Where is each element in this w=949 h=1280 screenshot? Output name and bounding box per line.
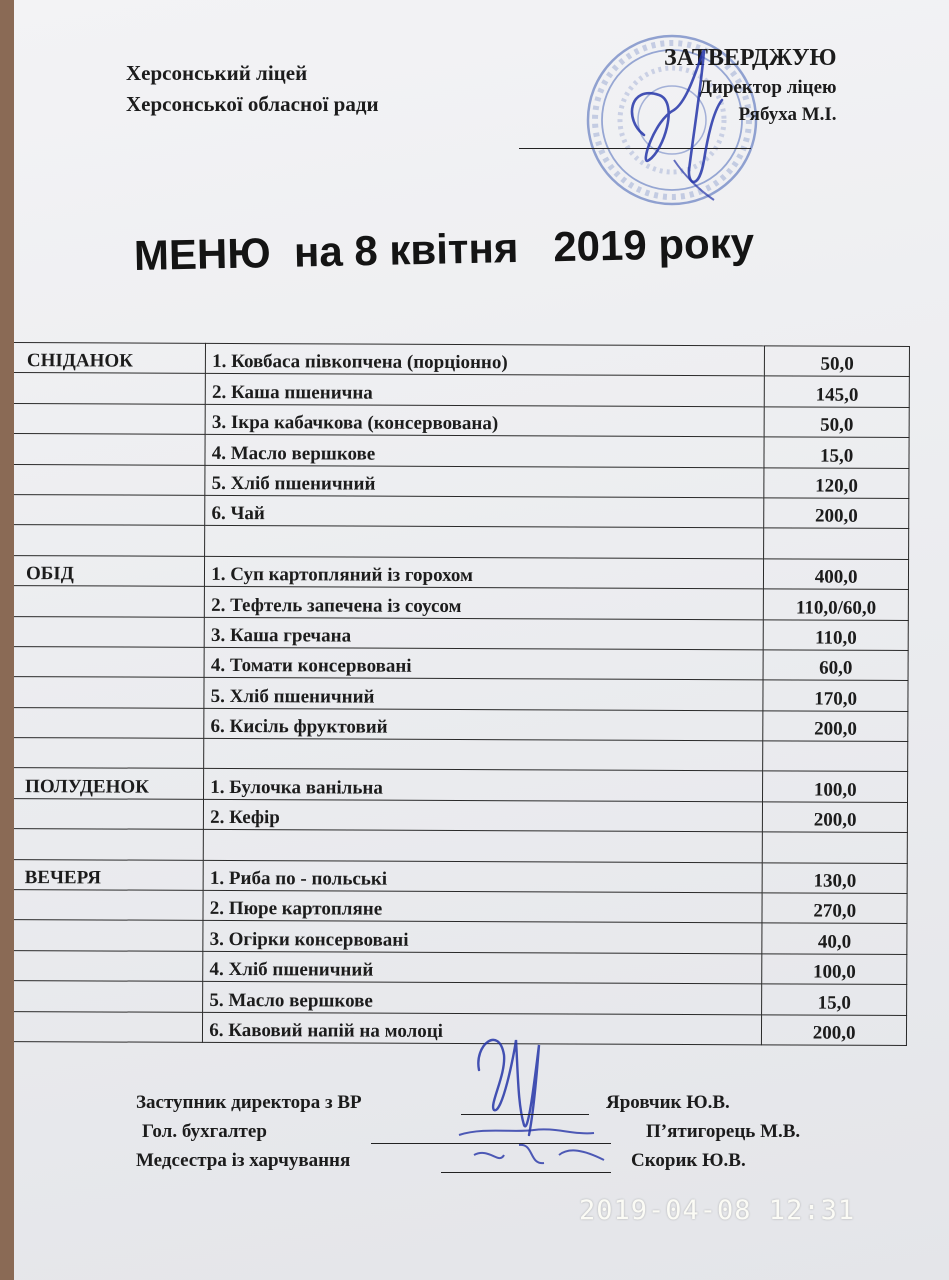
menu-row [14,920,907,954]
menu-dish-cell-text: 6. Кисіль фруктовий [210,716,388,738]
menu-portion-cell-text: 130,0 [813,870,857,892]
menu-row [14,950,907,984]
menu-row [14,859,907,893]
photo-timestamp: 2019-04-08 12:31 [579,1195,856,1226]
menu-dish-cell [205,435,764,468]
menu-portion-cell-text: 40,0 [817,931,852,953]
menu-meal-cell [14,646,204,677]
menu-dish-cell-text: 6. Кавовий напій на молоці [209,1019,444,1042]
menu-row [14,677,908,711]
menu-portion-cell [764,619,909,650]
menu-dish-cell [204,647,763,680]
menu-portion-cell [762,954,907,985]
menu-dish-cell-text: 4. Масло вершкове [211,442,376,465]
menu-portion-cell-text: 120,0 [815,475,858,497]
menu-row [14,555,909,589]
menu-dish-cell-text: 2. Каша пшенична [211,381,373,404]
menu-meal-cell [14,829,204,860]
menu-meal-cell [14,494,205,525]
document-title: МЕНЮ на 8 квітня 2019 року [133,219,755,279]
menu-dish-cell [204,769,763,802]
menu-portion-cell [764,589,909,620]
menu-row [14,343,909,377]
menu-portion-cell [763,680,908,711]
accountant-label: Гол. бухгалтер [142,1121,267,1142]
menu-dish-cell [204,738,763,771]
menu-portion-cell [764,467,909,498]
menu-portion-cell-text: 15,0 [817,992,851,1014]
menu-row [14,464,909,498]
menu-portion-cell [764,407,909,438]
menu-portion-cell-text: 50,0 [820,414,854,436]
menu-dish-cell [204,617,763,650]
menu-portion-cell-text: 100,0 [813,961,856,983]
menu-meal-cell [14,616,205,647]
menu-dish-cell [205,404,764,437]
menu-dish-cell [206,343,765,376]
menu-dish-cell [205,495,764,528]
nurse-name: Скорик Ю.В. [631,1150,746,1171]
approval-position: Директор ліцею [698,77,837,98]
menu-meal-cell-text: ПОЛУДЕНОК [25,775,149,798]
menu-dish-cell [204,708,763,741]
menu-dish-cell-text: 1. Ковбаса півкопчена (порціонно) [212,351,508,374]
menu-dish-cell-text: 1. Булочка ванільна [210,776,383,799]
menu-dish-cell [205,526,764,559]
menu-dish-cell-text: 5. Масло вершкове [209,989,373,1012]
menu-row [14,586,908,620]
menu-meal-cell-text: ОБІД [25,563,74,585]
accountant-signature-line [371,1143,611,1144]
menu-row [14,434,909,468]
menu-dish-cell [205,465,764,498]
menu-dish-cell-text: 5. Хліб пшеничний [211,472,376,495]
menu-row [14,403,909,437]
menu-row [14,890,907,924]
menu-portion-cell [763,741,908,772]
menu-meal-cell [14,343,206,374]
menu-dish-cell [203,921,762,954]
menu-row [14,616,908,650]
menu-dish-cell [204,678,763,711]
menu-dish-cell [203,951,762,984]
menu-dish-cell [205,374,764,407]
menu-meal-cell [14,859,203,890]
menu-portion-cell [762,1014,907,1045]
menu-meal-cell-text: ВЕЧЕРЯ [24,867,102,889]
menu-meal-cell [14,950,203,981]
menu-table [14,342,910,1046]
menu-portion-cell [765,346,910,377]
menu-dish-cell [205,587,764,620]
menu-dish-cell-text: 4. Томати консервовані [210,655,412,678]
menu-meal-cell [14,920,203,951]
menu-portion-cell-text: 270,0 [813,900,857,923]
menu-portion-cell-text: 200,0 [813,809,857,831]
menu-dish-cell-text: 2. Кефір [210,807,280,829]
menu-meal-cell [14,373,206,404]
menu-portion-cell-text: 15,0 [820,445,854,467]
menu-portion-cell-text: 110,0 [815,627,857,649]
menu-portion-cell-text: 400,0 [814,566,858,588]
menu-row [14,981,907,1015]
menu-dish-cell [204,799,763,832]
accountant-name: П’ятигорець М.В. [646,1121,801,1142]
menu-portion-cell-text: 200,0 [815,505,858,528]
approval-title: ЗАТВЕРДЖУЮ [664,45,837,71]
menu-portion-cell [764,498,909,529]
menu-meal-cell [14,890,203,921]
menu-meal-cell [14,1011,203,1042]
menu-dish-cell-text: 2. Пюре картопляне [209,898,383,921]
deputy-name: Яровчик Ю.В. [606,1092,730,1113]
menu-dish-cell-text: 1. Риба по - польські [209,867,388,890]
approval-name: Рябуха М.І. [738,104,837,125]
menu-dish-cell-text: 3. Ікра кабачкова (консервована) [211,412,499,435]
menu-meal-cell [14,586,205,617]
menu-portion-cell-text: 110,0/60,0 [795,596,877,619]
menu-portion-cell [764,559,909,590]
menu-row [14,646,908,680]
menu-meal-cell [14,555,205,586]
menu-row [14,829,907,863]
menu-portion-cell-text: 200,0 [812,1022,856,1044]
menu-portion-cell-text: 200,0 [814,718,857,740]
menu-meal-cell [14,981,203,1012]
menu-portion-cell [763,771,908,802]
menu-portion-cell-text: 145,0 [815,384,859,406]
menu-dish-cell-text: 2. Тефтель запечена із соусом [211,594,462,617]
menu-meal-cell [14,464,205,495]
menu-meal-cell [14,707,204,738]
school-name-line-1: Херсонський ліцей [126,61,308,85]
menu-dish-cell-text: 3. Каша гречана [210,624,352,647]
menu-portion-cell-text: 100,0 [813,779,857,801]
menu-row [14,707,908,741]
menu-portion-cell [763,802,908,833]
menu-portion-cell [765,376,910,407]
menu-dish-cell-text: 5. Хліб пшеничний [210,685,375,708]
menu-dish-cell [203,860,762,893]
menu-portion-cell [764,528,909,559]
menu-portion-cell-text: 170,0 [814,688,858,710]
menu-meal-cell [14,525,205,556]
menu-portion-cell [762,984,907,1015]
menu-row [14,525,909,559]
menu-row [14,373,909,407]
document-sheet [14,0,949,1280]
menu-portion-cell [763,832,908,863]
menu-dish-cell [203,890,762,923]
menu-portion-cell [762,923,907,954]
menu-meal-cell [14,738,204,769]
school-name-line-2: Херсонської обласної ради [126,92,379,116]
nurse-signature-line [441,1172,611,1173]
deputy-signature-line [461,1114,589,1115]
menu-meal-cell [14,403,205,434]
menu-dish-cell [205,556,764,589]
menu-dish-cell-text: 3. Огірки консервовані [209,928,409,951]
menu-portion-cell [762,893,907,924]
menu-dish-cell [203,830,762,863]
menu-portion-cell [763,650,908,681]
menu-portion-cell [763,711,908,742]
deputy-label: Заступник директора з ВР [136,1092,362,1113]
menu-meal-cell [14,768,204,799]
school-name [126,58,379,120]
menu-portion-cell-text: 50,0 [820,353,854,376]
menu-meal-cell [14,798,204,829]
menu-dish-cell [203,982,762,1015]
menu-row [14,768,908,802]
nurse-label: Медсестра із харчування [136,1150,351,1171]
menu-row [14,738,908,772]
menu-portion-cell-text: 60,0 [819,657,853,680]
menu-row [14,798,908,832]
deputy-signature [444,1015,614,1185]
menu-portion-cell [764,437,909,468]
menu-portion-cell [762,862,907,893]
menu-meal-cell-text: СНІДАНОК [26,350,133,372]
menu-dish-cell-text: 6. Чай [211,503,265,525]
menu-dish-cell-text: 1. Суп картопляний із горохом [211,564,474,587]
menu-meal-cell [14,677,204,708]
menu-dish-cell-text: 4. Хліб пшеничний [209,959,374,981]
menu-row [14,494,909,528]
menu-meal-cell [14,434,205,465]
director-signature [604,40,744,210]
